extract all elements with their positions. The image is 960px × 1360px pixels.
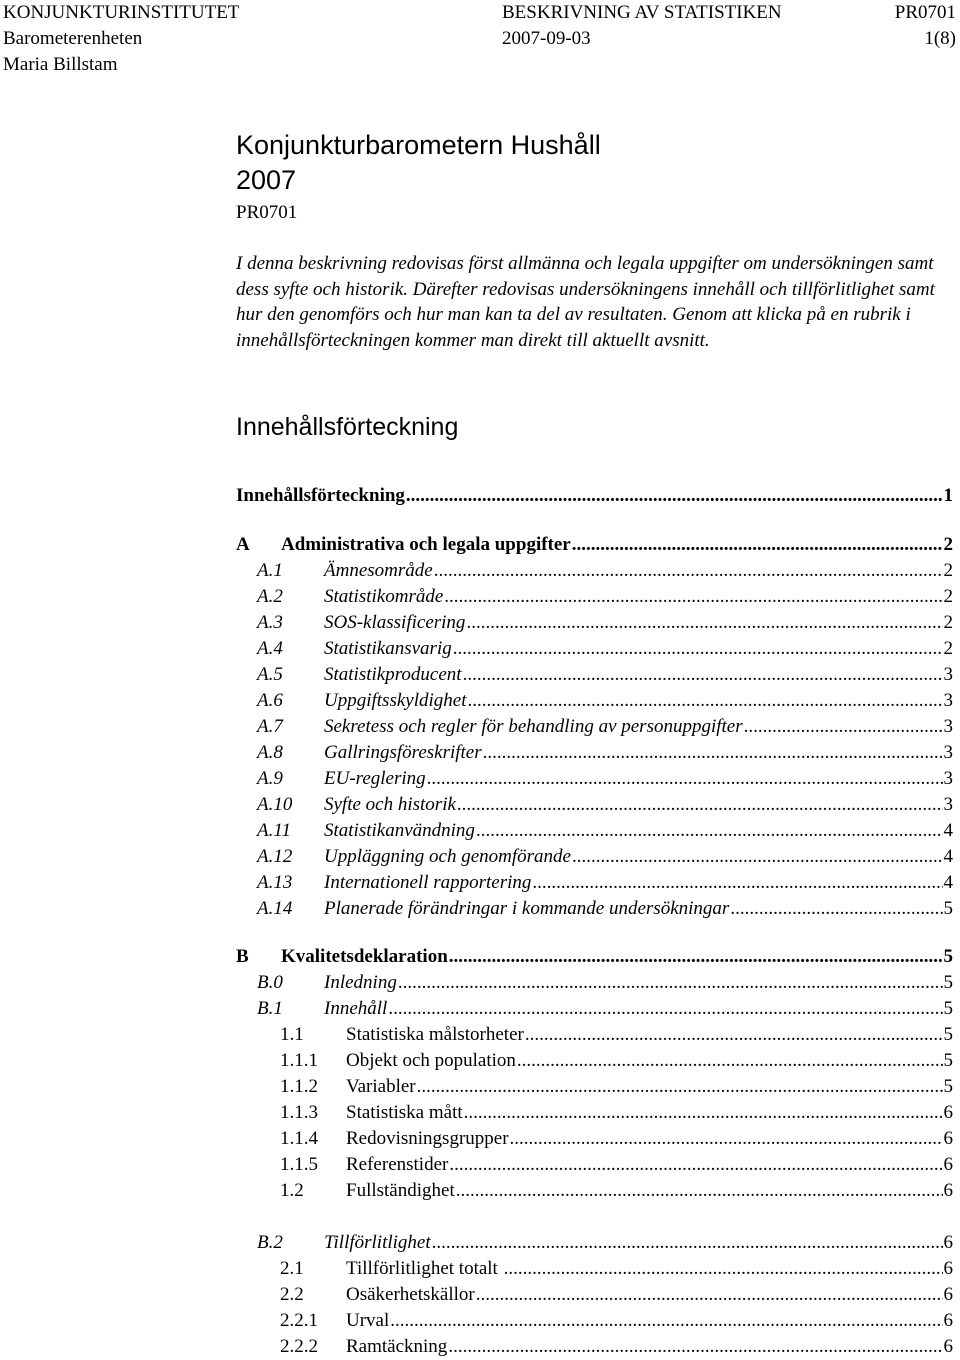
toc-entry[interactable] [257,844,953,870]
toc-entry[interactable] [257,610,953,636]
toc-entry-number: A.8 [257,742,283,763]
toc-leader-dots [434,558,943,584]
toc-entry-page: 6 [943,1310,953,1331]
toc-entry-number: 1.1 [280,1024,304,1045]
toc-entry-label: Tillförlitlighet [324,1232,431,1253]
toc-leader-dots [463,662,943,688]
toc-entry-label: Uppläggning och genomförande [324,846,571,867]
toc-leader-dots [730,896,942,922]
toc-leader-dots [449,944,943,970]
toc-entry-page: 5 [943,998,953,1019]
toc-entry[interactable] [257,896,953,922]
toc-entry-label: Statistiska mått [346,1102,463,1123]
toc-entry-page: 6 [943,1336,953,1357]
toc-entry-page: 5 [943,1076,953,1097]
header-date: 2007-09-03 [502,28,591,49]
toc-entry-page: 2 [943,612,953,633]
toc-entry-label: Statistiska målstorheter [346,1024,524,1045]
toc-leader-dots [417,1074,943,1100]
toc-entry-page: 6 [943,1180,953,1201]
toc-entry-label: Objekt och population [346,1050,516,1071]
toc-entry-number: A.6 [257,690,283,711]
toc-entry-label: Fullständighet [346,1180,455,1201]
toc-entry[interactable] [257,636,953,662]
toc-entry[interactable] [236,532,953,558]
toc-entry-page: 3 [943,716,953,737]
toc-entry-label: Administrativa och legala uppgifter [281,534,571,555]
toc-leader-dots [457,792,943,818]
toc-entry-number: B [236,946,249,967]
toc-leader-dots [448,1334,942,1360]
toc-entry-page: 6 [943,1128,953,1149]
toc-entry-number: 2.2 [280,1284,304,1305]
toc-entry-label: Ämnesområde [324,560,433,581]
toc-entry-number: A.7 [257,716,283,737]
toc-entry-page: 1 [943,485,953,506]
header-unit: Barometerenheten [3,28,143,49]
toc-entry-page: 3 [943,768,953,789]
toc-entry-number: 2.1 [280,1258,304,1279]
document-title-line1: Konjunkturbarometern Hushåll [236,130,601,160]
toc-leader-dots [466,610,942,636]
toc-entry-number: A.2 [257,586,283,607]
toc-entry[interactable] [280,1022,953,1048]
toc-entry[interactable] [257,714,953,740]
toc-entry[interactable] [280,1256,953,1282]
toc-heading: Innehållsförteckning [236,413,459,441]
toc-entry-page: 4 [943,846,953,867]
toc-entry-number: 2.2.2 [280,1336,318,1357]
toc-entry-number: 1.1.3 [280,1102,318,1123]
toc-entry-page: 3 [943,794,953,815]
header-page: 1(8) [924,28,956,49]
toc-leader-dots [456,1178,943,1204]
toc-entry[interactable] [280,1308,953,1334]
toc-entry-label: Innehållsförteckning [236,485,405,506]
toc-entry-label: Statistikområde [324,586,444,607]
toc-entry-label: Statistikansvarig [324,638,452,659]
toc-leader-dots [432,1230,943,1256]
toc-leader-dots [510,1126,943,1152]
toc-entry-number: 1.1.2 [280,1076,318,1097]
toc-leader-dots [444,584,942,610]
toc-entry[interactable] [280,1048,953,1074]
toc-entry-label: Ramtäckning [346,1336,448,1357]
toc-entry-label: Gallringsföreskrifter [324,742,482,763]
toc-leader-dots [476,1282,943,1308]
toc-entry-number: B.2 [257,1232,283,1253]
toc-entry[interactable] [280,1334,953,1360]
toc-entry-label: Redovisningsgrupper [346,1128,509,1149]
toc-entry-page: 5 [943,1050,953,1071]
toc-entry-number: A.12 [257,846,293,867]
toc-entry-label: Statistikproducent [324,664,462,685]
toc-entry-page: 6 [943,1154,953,1175]
toc-entry-number: B.1 [257,998,283,1019]
toc-leader-dots [449,1152,942,1178]
toc-leader-dots [504,1256,943,1282]
toc-entry-number: A.13 [257,872,293,893]
toc-entry[interactable] [236,483,953,509]
toc-entry-page: 2 [943,638,953,659]
toc-entry-number: A.9 [257,768,283,789]
toc-leader-dots [427,766,943,792]
toc-entry-label: Internationell rapportering [324,872,532,893]
toc-leader-dots [406,483,943,509]
toc-entry-number: A [236,534,250,555]
toc-entry-page: 6 [943,1232,953,1253]
toc-entry-number: A.10 [257,794,293,815]
toc-entry-number: 2.2.1 [280,1310,318,1331]
toc-entry-number: A.3 [257,612,283,633]
toc-entry-label: Innehåll [324,998,388,1019]
toc-entry[interactable] [257,766,953,792]
header-doc-code: PR0701 [894,2,956,23]
toc-entry-number: B.0 [257,972,283,993]
toc-entry-page: 6 [943,1102,953,1123]
toc-leader-dots [453,636,943,662]
toc-entry-label: SOS-klassificering [324,612,466,633]
toc-leader-dots [572,844,943,870]
toc-entry-page: 3 [943,690,953,711]
toc-entry-number: 1.1.5 [280,1154,318,1175]
toc-leader-dots [398,970,943,996]
toc-entry-label: Kvalitetsdeklaration [281,946,448,967]
toc-entry-page: 3 [943,664,953,685]
toc-entry-page: 5 [943,946,953,967]
toc-entry-page: 4 [943,820,953,841]
toc-leader-dots [532,870,942,896]
toc-entry[interactable] [236,944,953,970]
toc-leader-dots [517,1048,943,1074]
header-org: KONJUNKTURINSTITUTET [3,2,240,23]
toc-leader-dots [525,1022,943,1048]
toc-entry-page: 2 [943,560,953,581]
toc-entry-number: A.1 [257,560,283,581]
toc-entry[interactable] [257,1230,953,1256]
toc-entry[interactable] [257,740,953,766]
toc-entry-label: Uppgiftsskyldighet [324,690,467,711]
toc-entry-page: 5 [943,1024,953,1045]
toc-entry[interactable] [257,970,953,996]
toc-entry-label: Referenstider [346,1154,449,1175]
toc-entry-number: 1.1.1 [280,1050,318,1071]
toc-entry-page: 5 [943,898,953,919]
toc-entry-label: Statistikanvändning [324,820,475,841]
toc-entry-number: A.11 [257,820,291,841]
toc-entry-label: Variabler [346,1076,416,1097]
toc-leader-dots [388,996,942,1022]
toc-entry[interactable] [257,662,953,688]
toc-entry[interactable] [257,996,953,1022]
toc-entry-page: 6 [943,1258,953,1279]
toc-entry-page: 6 [943,1284,953,1305]
toc-leader-dots [483,740,943,766]
document-title-line2: 2007 [236,165,297,195]
header-doc-type: BESKRIVNING AV STATISTIKEN [502,2,782,23]
toc-entry-label: Inledning [324,972,397,993]
toc-entry-label: EU-reglering [324,768,426,789]
toc-entry[interactable] [257,792,953,818]
toc-entry[interactable] [257,558,953,584]
toc-entry-label: Planerade förändringar i kommande undersökningar [324,898,730,919]
toc-entry-label: Sekretess och regler för behandling av personuppgifter [324,716,743,737]
toc-entry[interactable] [280,1282,953,1308]
toc-entry[interactable] [257,818,953,844]
toc-entry[interactable] [280,1152,953,1178]
toc-entry-number: 1.1.4 [280,1128,318,1149]
toc-entry-number: 1.2 [280,1180,304,1201]
toc-entry-number: A.5 [257,664,283,685]
toc-leader-dots [390,1308,942,1334]
header-author: Maria Billstam [3,54,118,75]
toc-entry[interactable] [280,1178,953,1204]
toc-entry-number: A.4 [257,638,283,659]
document-code: PR0701 [236,202,298,223]
toc-leader-dots [744,714,943,740]
intro-paragraph: I denna beskrivning redovisas först allmänna och legala uppgifter om undersökningen samt dess syfte och historik. Därefter redovisas undersökningens innehåll och tillförlitlighet samt hur den genomförs och hur man kan ta del av resultaten. Genom att klicka på en rubrik i innehållsförteckningen kommer man direkt till aktuellt avsnitt. [236,253,935,351]
toc-entry[interactable] [257,870,953,896]
toc-entry[interactable] [280,1100,953,1126]
toc-entry-label: Osäkerhetskällor [346,1284,475,1305]
toc-leader-dots [467,688,942,714]
toc-entry[interactable] [280,1074,953,1100]
toc-entry[interactable] [257,584,953,610]
toc-entry-page: 2 [943,534,953,555]
toc-entry-label: Syfte och historik [324,794,456,815]
toc-leader-dots [476,818,943,844]
toc-entry[interactable] [257,688,953,714]
toc-entry-number: A.14 [257,898,293,919]
toc-leader-dots [464,1100,943,1126]
toc-entry-page: 4 [943,872,953,893]
toc-entry-label: Urval [346,1310,390,1331]
toc-entry-page: 2 [943,586,953,607]
toc-entry-page: 5 [943,972,953,993]
toc-leader-dots [572,532,943,558]
toc-entry[interactable] [280,1126,953,1152]
toc-entry-label: Tillförlitlighet totalt [346,1258,498,1279]
toc-entry-page: 3 [943,742,953,763]
